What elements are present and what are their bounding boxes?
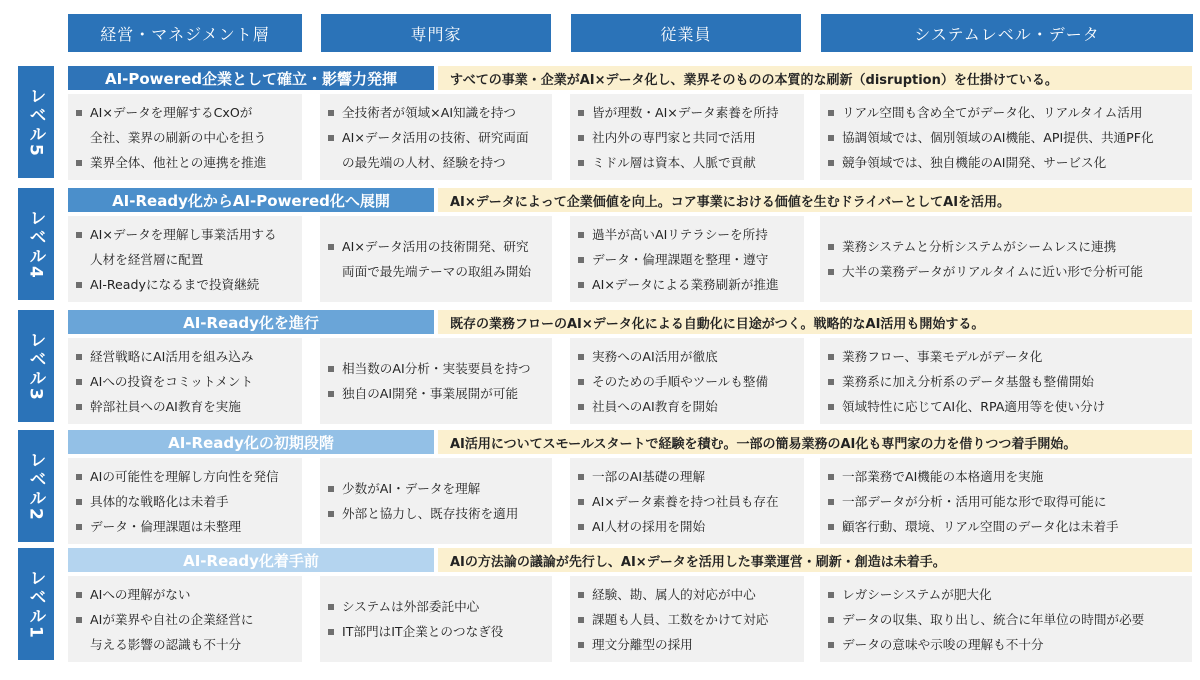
bullet-item (578, 632, 798, 657)
bullet-text: 過半が高いAIリテラシーを所持 (592, 226, 768, 242)
bullet-item (828, 344, 1186, 369)
criteria-cell (68, 216, 302, 302)
bullet-text: そのための手順やツールも整備 (592, 373, 769, 389)
bullet-item (828, 607, 1186, 632)
bullet-item (76, 344, 296, 369)
bullet-item (76, 150, 296, 175)
bullet-text: レガシーシステムが肥大化 (842, 586, 992, 602)
level-label: レベル1 (25, 568, 46, 640)
level-title: AI-Ready化を進行 (68, 310, 434, 334)
bullet-text: 理文分離型の採用 (592, 636, 693, 652)
bullet-text: データ・倫理課題は未整理 (90, 518, 242, 534)
bullet-text: AIへの投資をコミットメント (90, 373, 254, 389)
bullet-text: 競争領域では、独自機能のAI開発、サービス化 (842, 154, 1107, 170)
bullet-text: 社内外の専門家と共同で活用 (592, 129, 756, 145)
bullet-item (76, 100, 296, 150)
bullet-text: 幹部社員へのAI教育を実施 (90, 398, 241, 414)
bullet-text: AI-Readyになるまで投資継続 (90, 276, 260, 292)
bullet-item (578, 464, 798, 489)
bullet-text: 外部と協力し、既存技術を適用 (342, 506, 519, 521)
bullet-text: AI×データ素養を持つ社員も存在 (592, 493, 779, 509)
bullet-text: AI×データを理解し事業活用する (90, 226, 277, 242)
criteria-cell (320, 216, 552, 302)
bullet-item (578, 369, 798, 394)
level-tab (18, 548, 54, 660)
bullet-item (828, 125, 1186, 150)
bullet-item (828, 514, 1186, 539)
level-title: AI-Ready化の初期段階 (68, 430, 434, 454)
bullet-item (828, 234, 1186, 259)
bullet-text: 業務系に加え分析系のデータ基盤も整備開始 (842, 373, 1094, 389)
column-header: 専門家 (321, 14, 551, 52)
bullet-text: AIが業界や自社の企業経営に (90, 611, 254, 627)
bullet-item (828, 464, 1186, 489)
bullet-text: 領域特性に応じてAI化、RPA適用等を使い分け (842, 398, 1106, 414)
bullet-text: AI×データ活用の技術、研究両面 (342, 129, 529, 145)
bullet-text: の最先端の人材、経験を持つ (342, 154, 506, 170)
bullet-item (578, 394, 798, 419)
criteria-cell (570, 338, 804, 424)
criteria-cell (570, 458, 804, 544)
bullet-item (328, 100, 546, 125)
bullet-text: 課題も人員、工数をかけて対応 (592, 611, 769, 627)
bullet-item (578, 125, 798, 150)
bullet-item (578, 100, 798, 125)
level-title: AI-Powered企業として確立・影響力発揮 (68, 66, 434, 90)
bullet-text: 業界全体、他社との連携を推進 (90, 154, 267, 170)
bullet-text: 実務へのAI活用が徹底 (592, 348, 718, 364)
criteria-cell (68, 576, 302, 662)
bullet-text: データの収集、取り出し、統合に年単位の時間が必要 (842, 611, 1145, 627)
bullet-text: 全社、業界の刷新の中心を担う (90, 129, 267, 145)
bullet-item (828, 489, 1186, 514)
bullet-item (578, 247, 798, 272)
bullet-item (828, 150, 1186, 175)
bullet-item (328, 356, 546, 381)
bullet-text: 皆が理数・AI×データ素養を所持 (592, 104, 779, 120)
bullet-text: AIへの理解がない (90, 586, 191, 602)
bullet-item (328, 234, 546, 284)
bullet-item (76, 464, 296, 489)
criteria-cell (820, 576, 1192, 662)
bullet-item (828, 100, 1186, 125)
level-label: レベル4 (25, 208, 46, 280)
bullet-text: 与える影響の認識も不十分 (90, 636, 242, 652)
level-summary: AI活用についてスモールスタートで経験を積む。一部の簡易業務のAI化も専門家の力を借りつつ着手開始。 (438, 430, 1192, 454)
bullet-text: 一部業務でAI機能の本格適用を実施 (842, 468, 1044, 484)
bullet-text: 両面で最先端テーマの取組み開始 (342, 264, 531, 279)
bullet-text: ミドル層は資本、人脈で貢献 (592, 154, 756, 170)
level-summary: AIの方法論の議論が先行し、AI×データを活用した事業運営・刷新・創造は未着手。 (438, 548, 1192, 572)
level-tab (18, 310, 54, 422)
bullet-text: AI×データ活用の技術開発、研究 (342, 239, 529, 254)
bullet-item (76, 272, 296, 297)
criteria-cell (68, 338, 302, 424)
bullet-text: 業務フロー、事業モデルがデータ化 (842, 348, 1043, 364)
bullet-item (76, 222, 296, 272)
level-tab (18, 430, 54, 542)
bullet-text: 人材を経営層に配置 (90, 251, 204, 267)
bullet-item (578, 489, 798, 514)
bullet-item (76, 607, 296, 657)
bullet-item (76, 489, 296, 514)
bullet-text: システムは外部委託中心 (342, 599, 480, 614)
bullet-text: 一部のAI基礎の理解 (592, 468, 706, 484)
bullet-item (828, 259, 1186, 284)
criteria-cell (570, 576, 804, 662)
bullet-item (76, 514, 296, 539)
bullet-item (328, 476, 546, 501)
bullet-item (828, 394, 1186, 419)
bullet-text: リアル空間も含め全てがデータ化、リアルタイム活用 (842, 104, 1143, 120)
bullet-item (828, 582, 1186, 607)
criteria-cell (820, 458, 1192, 544)
level-title: AI-Ready化からAI-Powered化へ展開 (68, 188, 434, 212)
bullet-item (328, 619, 546, 644)
criteria-cell (320, 94, 552, 180)
bullet-text: AIの可能性を理解し方向性を発信 (90, 468, 279, 484)
bullet-item (76, 582, 296, 607)
criteria-cell (68, 458, 302, 544)
bullet-item (578, 272, 798, 297)
criteria-cell (570, 94, 804, 180)
column-header: システムレベル・データ (821, 14, 1193, 52)
bullet-text: データ・倫理課題を整理・遵守 (592, 251, 769, 267)
bullet-text: 顧客行動、環境、リアル空間のデータ化は未着手 (842, 518, 1119, 534)
criteria-cell (820, 94, 1192, 180)
level-title: AI-Ready化着手前 (68, 548, 434, 572)
bullet-text: 経営戦略にAI活用を組み込み (90, 348, 254, 364)
bullet-text: 業務システムと分析システムがシームレスに連携 (842, 239, 1117, 254)
bullet-text: IT部門はIT企業とのつなぎ役 (342, 624, 504, 639)
bullet-item (578, 582, 798, 607)
bullet-text: AI×データを理解するCxOが (90, 104, 253, 120)
bullet-item (828, 632, 1186, 657)
bullet-text: 社員へのAI教育を開始 (592, 398, 718, 414)
bullet-item (578, 344, 798, 369)
bullet-text: データの意味や示唆の理解も不十分 (842, 636, 1044, 652)
bullet-item (828, 369, 1186, 394)
bullet-text: 協調領域では、個別領域のAI機能、API提供、共通PF化 (842, 129, 1154, 145)
bullet-item (328, 125, 546, 175)
column-header: 経営・マネジメント層 (68, 14, 302, 52)
level-summary: 既存の業務フローのAI×データ化による自動化に目途がつく。戦略的なAI活用も開始する。 (438, 310, 1192, 334)
criteria-cell (320, 338, 552, 424)
bullet-item (76, 394, 296, 419)
bullet-item (578, 514, 798, 539)
criteria-cell (68, 94, 302, 180)
bullet-text: 経験、勘、属人的対応が中心 (592, 586, 756, 602)
level-summary: AI×データによって企業価値を向上。コア事業における価値を生むドライバーとしてAIを活用。 (438, 188, 1192, 212)
bullet-text: 相当数のAI分析・実装要員を持つ (342, 361, 531, 376)
bullet-item (76, 369, 296, 394)
bullet-item (578, 607, 798, 632)
column-header: 従業員 (571, 14, 801, 52)
bullet-text: 全技術者が領域×AI知識を持つ (342, 104, 517, 120)
bullet-item (578, 222, 798, 247)
bullet-item (328, 381, 546, 406)
level-tab (18, 66, 54, 178)
level-label: レベル5 (25, 86, 46, 158)
criteria-cell (820, 216, 1192, 302)
bullet-item (328, 594, 546, 619)
criteria-cell (820, 338, 1192, 424)
bullet-text: AI×データによる業務刷新が推進 (592, 276, 779, 292)
criteria-cell (320, 458, 552, 544)
level-tab (18, 188, 54, 300)
bullet-item (578, 150, 798, 175)
bullet-text: AI人材の採用を開始 (592, 518, 706, 534)
bullet-text: 一部データが分析・活用可能な形で取得可能に (842, 493, 1107, 509)
level-label: レベル3 (25, 330, 46, 402)
criteria-cell (570, 216, 804, 302)
level-summary: すべての事業・企業がAI×データ化し、業界そのものの本質的な刷新（disruption）を仕掛けている。 (438, 66, 1192, 90)
bullet-item (328, 501, 546, 526)
criteria-cell (320, 576, 552, 662)
bullet-text: 少数がAI・データを理解 (342, 481, 481, 496)
bullet-text: 大半の業務データがリアルタイムに近い形で分析可能 (842, 264, 1143, 279)
bullet-text: 独自のAI開発・事業展開が可能 (342, 386, 519, 401)
bullet-text: 具体的な戦略化は未着手 (90, 493, 229, 509)
level-label: レベル2 (25, 450, 46, 522)
